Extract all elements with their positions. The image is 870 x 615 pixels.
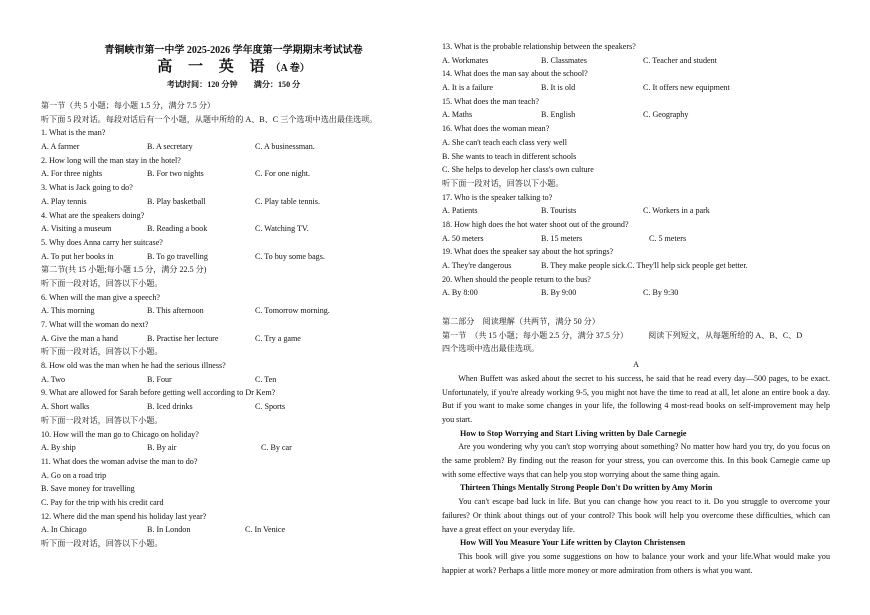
question-stem: 12. Where did the man spend his holiday last year? <box>41 511 207 521</box>
option-a: A. Visiting a museum <box>41 224 112 234</box>
option-c: C. Play table tennis. <box>255 196 320 206</box>
question-stem: 1. What is the man? <box>41 128 106 138</box>
question-options <box>41 373 426 387</box>
section-instructions-cont: 四个选项中选出最佳选项。 <box>442 344 540 354</box>
reading-section-title <box>442 329 830 343</box>
question-stem: 2. How long will the man stay in the hotel? <box>41 155 181 165</box>
option-c: C. It offers new equipment <box>643 83 730 93</box>
section-instructions: 听下面一段对话，回答以下小题。 <box>41 539 163 548</box>
option-b: B. To go travelling <box>147 251 208 261</box>
passage-label: A <box>633 360 639 370</box>
section-instructions: 听下面 5 段对话。每段对话后有一个小题，从题中所给的 A、B、C 三个选项中选出最佳选项。 <box>41 114 378 124</box>
option-a: A. Short walks <box>41 402 90 412</box>
option-c: C. To buy some bags. <box>255 251 325 261</box>
question-options <box>442 259 830 273</box>
question-stem: 15. What does the man teach? <box>442 96 539 106</box>
question-stem: 11. What does the woman advise the man to do? <box>41 456 198 466</box>
exam-subject <box>41 58 426 78</box>
option-b: B. Four <box>147 374 172 384</box>
question-options <box>41 195 426 209</box>
option-c: C. Geography <box>643 110 689 120</box>
option-c: C. For one night. <box>255 169 311 179</box>
question-stem: 7. What will the woman do next? <box>41 320 149 329</box>
section-title: 第一节（共 5 小题；每小题 1.5 分，满分 7.5 分） <box>41 101 216 110</box>
section-title: 第一节 （共 15 小题；每小题 2.5 分，满分 37.5 分） <box>442 330 629 340</box>
option-b: B. For two nights <box>147 169 204 179</box>
question-options <box>41 523 426 537</box>
option-a: A. 50 meters <box>442 233 484 243</box>
section-instructions: 听下面一段对话，回答以下小题。 <box>41 347 163 357</box>
option-a: A. Patients <box>442 206 478 216</box>
question-options <box>41 332 426 346</box>
section-title: 第二节(共 15 小题;每小题 1.5 分，满分 22.5 分) <box>41 265 207 275</box>
question-stem: 4. What are the speakers doing? <box>41 210 145 220</box>
option-a: A. Go on a road trip <box>41 470 107 480</box>
book-title: Thirteen Things Mentally Strong People Don't Do written by Amy Morin <box>460 483 713 493</box>
left-column <box>41 40 426 551</box>
option-b: B. It is old <box>541 83 576 93</box>
option-c: C. They'll help sick people get better. <box>627 261 748 270</box>
option-a: A. Maths <box>442 110 473 120</box>
option-b: B. Tourists <box>541 206 577 216</box>
question-stem: 9. What are allowed for Sarah before getting well according to Dr Kem? <box>41 388 276 398</box>
question-options <box>41 167 426 181</box>
question-stem: 14. What does the man say about the school? <box>442 69 588 79</box>
option-b: B. She wants to teach in different schools <box>442 151 577 161</box>
option-c: C. Teacher and student <box>643 55 717 65</box>
book-title: How Will You Measure Your Life written by Clayton Christensen <box>460 538 686 548</box>
question-stem: 5. Why does Anna carry her suitcase? <box>41 237 163 247</box>
option-a: A. They're dangerous <box>442 261 512 270</box>
option-c: C. A businessman. <box>255 142 315 152</box>
question-stem: 17. Who is the speaker talking to? <box>442 192 553 202</box>
exam-info: 考试时间：120 分钟 满分：150 分 <box>166 80 301 89</box>
question-stem: 8. How old was the man when he had the serious illness? <box>41 361 226 371</box>
option-a: A. It is a failure <box>442 83 494 93</box>
option-a: A. She can't teach each class very well <box>442 137 568 147</box>
passage-intro: When Buffett was asked about the secret to his success, he said that he read every day—500 pages, to be exact. Unfortunately, if you're already working 9-5, you might not have the time to read at all, let alone an entire book a day. But if you want to make some changes in your life, the following 4 most-read books on self-improvement may help you start. <box>442 373 830 424</box>
question-options <box>41 250 426 264</box>
option-b: B. By 9:00 <box>541 288 577 298</box>
option-b: B. Play basketball <box>147 196 206 206</box>
option-b: B. 15 meters <box>541 233 583 243</box>
option-c: C. In Venice <box>245 525 286 535</box>
question-options <box>41 441 426 455</box>
option-c: C. 5 meters <box>649 233 687 243</box>
option-a: A. Play tennis <box>41 196 87 206</box>
question-options <box>41 140 426 154</box>
question-options <box>41 222 426 236</box>
option-c: C. Try a game <box>255 333 301 343</box>
option-a: A. Workmates <box>442 55 489 65</box>
option-b: B. English <box>541 110 576 120</box>
book-description: Are you wondering why you can't stop worrying about something? No matter how hard you try, do you focus on the same problem? By finding out the reason for your stress, you can overcome this. In this book Carnegie came up with some effective ways that can help you stop worrying about the same thing again. <box>442 442 830 479</box>
option-c: C. Pay for the trip with his credit card <box>41 497 164 507</box>
option-b: B. Reading a book <box>147 224 208 234</box>
exam-title: 青铜峡市第一中学 2025-2026 学年度第一学期期末考试试卷 <box>104 45 363 56</box>
reading-part-title: 第二部分 阅读理解（共两节，满分 50 分） <box>442 317 600 327</box>
question-stem: 3. What is Jack going to do? <box>41 183 133 193</box>
right-column <box>442 40 830 577</box>
option-a: A. Give the man a hand <box>41 333 118 343</box>
option-a: A. A farmer <box>41 142 80 152</box>
question-stem: 10. How will the man go to Chicago on holiday? <box>41 429 199 439</box>
question-options <box>442 108 830 122</box>
book-description: You can't escape bad luck in life. But you can change how you react to it. Do you struggle to overcome your failures? Or think about things out of your control? This book will help you overcome these difficulties, which can have a great effect on your everyday life. <box>442 497 830 534</box>
book-description: This book will give you some suggestions on how to balance your work and your life.What would make you happier at work? Perhaps a little more money or more admiration from others is what you want. <box>442 551 830 575</box>
question-stem: 20. When should the people return to the bus? <box>442 274 591 284</box>
option-c: C. Tomorrow morning. <box>255 306 330 316</box>
option-b: B. This afternoon <box>147 306 204 316</box>
subject-name: 高 一 英 语 <box>157 59 271 75</box>
option-c: C. Sports <box>255 402 286 412</box>
option-a: A. By 8:00 <box>442 288 478 298</box>
option-b: B. They make people sick. <box>541 261 628 270</box>
option-b: B. Save money for travelling <box>41 484 135 494</box>
question-options <box>442 54 830 68</box>
question-stem: 16. What does the woman mean? <box>442 124 550 134</box>
option-c: C. Ten <box>255 374 277 384</box>
option-a: A. In Chicago <box>41 525 87 535</box>
option-b: B. Iced drinks <box>147 402 193 412</box>
question-options <box>442 81 830 95</box>
question-stem: 19. What does the speaker say about the hot springs? <box>442 247 614 257</box>
subject-version: （A 卷） <box>270 63 310 74</box>
book-title: How to Stop Worrying and Start Living written by Dale Carnegie <box>460 428 687 438</box>
option-c: C. By car <box>261 443 292 453</box>
question-options <box>442 232 830 246</box>
question-options <box>442 204 830 218</box>
question-options <box>41 400 426 414</box>
section-instructions: 听下面一段对话，回答以下小题。 <box>442 178 564 188</box>
option-b: B. A secretary <box>147 142 193 152</box>
question-stem: 13. What is the probable relationship between the speakers? <box>442 42 636 51</box>
section-instructions: 听下面一段对话，回答以下小题。 <box>41 278 163 288</box>
option-c: C. Workers in a park <box>643 206 710 216</box>
option-b: B. In London <box>147 525 191 535</box>
question-stem: 18. How high does the hot water shoot out of the ground? <box>442 219 629 229</box>
option-c: C. She helps to develop her class's own culture <box>442 165 594 175</box>
option-b: B. Practise her lecture <box>147 333 219 343</box>
option-c: C. Watching TV. <box>255 224 309 234</box>
option-b: B. Classmates <box>541 55 587 65</box>
question-stem: 6. When will the man give a speech? <box>41 292 160 302</box>
option-c: C. By 9:30 <box>643 288 679 298</box>
option-a: A. Two <box>41 374 66 384</box>
option-a: A. This morning <box>41 306 95 316</box>
section-instructions: 阅读下列短文，从每题所给的 A、B、C、D <box>648 330 803 340</box>
question-options <box>442 286 830 300</box>
option-a: A. For three nights <box>41 169 103 179</box>
option-a: A. To put her books in <box>41 251 114 261</box>
section-instructions: 听下面一段对话，回答以下小题。 <box>41 415 163 425</box>
question-options <box>41 304 426 318</box>
option-b: B. By air <box>147 443 177 453</box>
option-a: A. By ship <box>41 443 76 453</box>
